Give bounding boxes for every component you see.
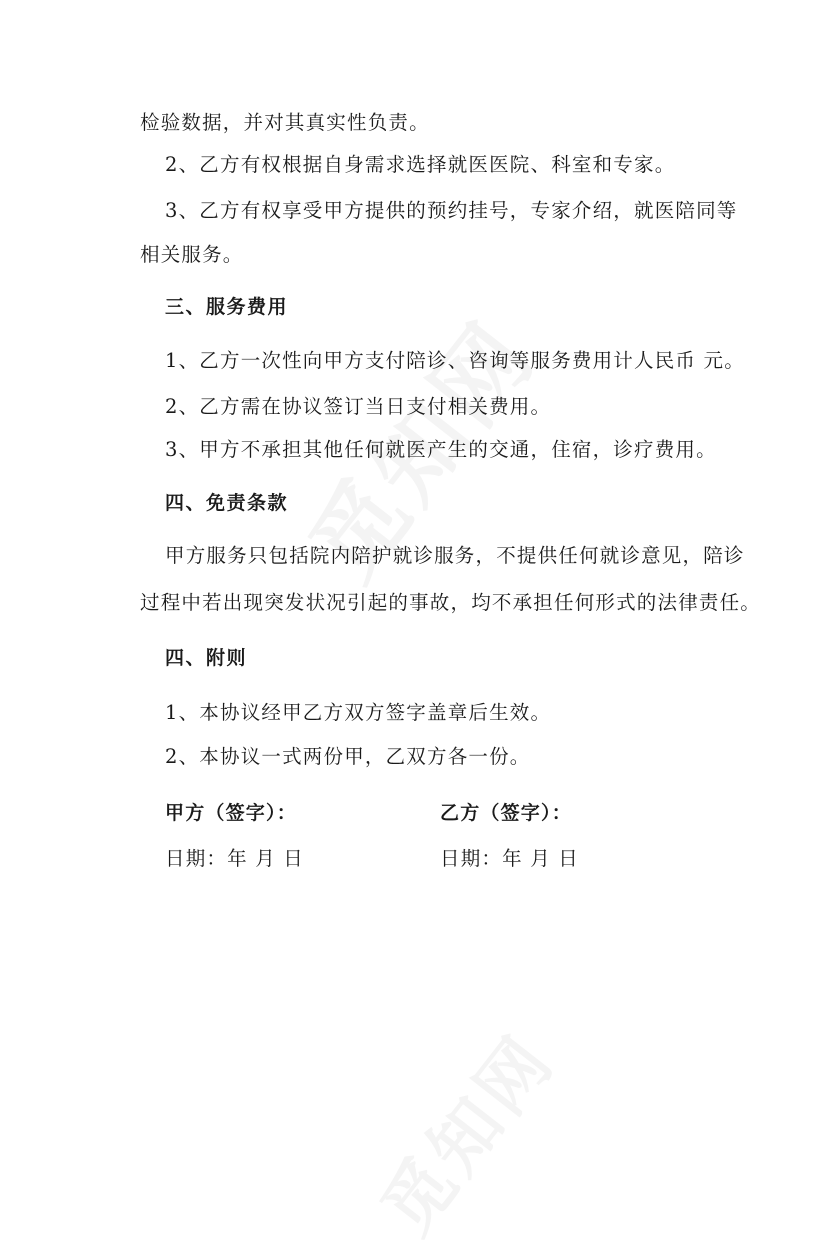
fees-item-2: 2、乙方需在协议签订当日支付相关费用。	[165, 395, 552, 418]
party-a-date: 日期：年 月 日	[165, 847, 304, 870]
party-b-signature-label: 乙方（签字）：	[440, 802, 572, 824]
section-heading-fees: 三、服务费用	[165, 296, 289, 318]
rights-item-3-continuation: 相关服务。	[140, 243, 244, 266]
watermark-bottom	[354, 1010, 574, 1251]
disclaimer-line-1: 甲方服务只包括院内陪护就诊服务，不提供任何就诊意见，陪诊	[165, 544, 745, 567]
paragraph-fragment: 检验数据，并对其真实性负责。	[140, 111, 430, 134]
appendix-item-1: 1、本协议经甲乙方双方签字盖章后生效。	[165, 701, 552, 724]
fees-item-1: 1、乙方一次性向甲方支付陪诊、咨询等服务费用计人民币 元。	[165, 349, 745, 372]
party-b-date: 日期：年 月 日	[440, 847, 579, 870]
section-heading-appendix: 四、附则	[165, 647, 248, 669]
appendix-item-2: 2、本协议一式两份甲，乙双方各一份。	[165, 745, 531, 768]
fees-item-3: 3、甲方不承担其他任何就医产生的交通，住宿，诊疗费用。	[165, 438, 717, 461]
rights-item-2: 2、乙方有权根据自身需求选择就医医院、科室和专家。	[165, 153, 676, 176]
disclaimer-line-2: 过程中若出现突发状况引起的事故，均不承担任何形式的法律责任。	[140, 591, 762, 614]
rights-item-3: 3、乙方有权享受甲方提供的预约挂号，专家介绍，就医陪同等	[165, 199, 738, 222]
party-a-signature-label: 甲方（签字）：	[165, 802, 297, 824]
section-heading-disclaimer: 四、免责条款	[165, 492, 289, 514]
